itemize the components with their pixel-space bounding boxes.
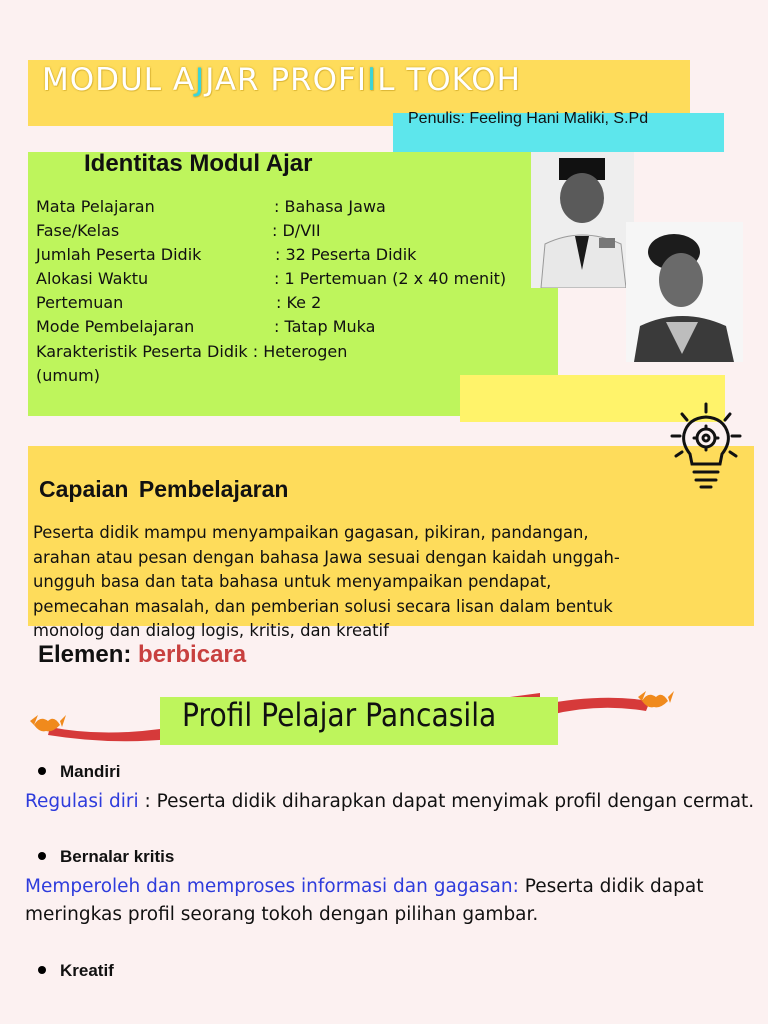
bullet-icon: [38, 767, 46, 775]
list-item: Mandiri: [38, 762, 120, 782]
list-item: Kreatif: [38, 961, 114, 981]
profil-description: Memperoleh dan memproses informasi dan gagasan: Peserta didik dapat meringkas profil seorang tokoh dengan pilihan gambar.: [25, 876, 704, 925]
list-item: Bernalar kritis: [38, 847, 174, 867]
capaian-text: Peserta didik mampu menyampaikan gagasan, pikiran, pandangan, arahan atau pesan dengan bahasa Jawa sesuai dengan kaidah unggah- ungguh basa dan tata bahasa untuk menyampaikan pendapat, pemecahan masalah, dan pemberian solusi secara lisan dalam bentuk monolog dan dialog logis, kritis, dan kreatif: [33, 523, 620, 640]
portrait-photo: [531, 152, 634, 288]
profil-description: Regulasi diri : Peserta didik diharapkan dapat menyimak profil dengan cermat.: [25, 791, 755, 812]
lightbulb-gear-icon: [668, 402, 744, 492]
bullet-icon: [38, 852, 46, 860]
author-text: Penulis: Feeling Hani Maliki, S.Pd: [408, 110, 649, 127]
bullet-icon: [38, 966, 46, 974]
portrait-photo: [626, 222, 743, 362]
elemen-line: Elemen: berbicara: [38, 641, 247, 668]
page-title: MODUL AJJAR PROFIIL TOKOH: [42, 62, 521, 98]
identity-heading: Identitas Modul Ajar: [84, 150, 313, 177]
elemen-value: berbicara: [138, 641, 247, 668]
profil-heading: Profil Pelajar Pancasila: [182, 696, 497, 734]
capaian-heading: Capaian Pembelajaran: [39, 476, 289, 502]
